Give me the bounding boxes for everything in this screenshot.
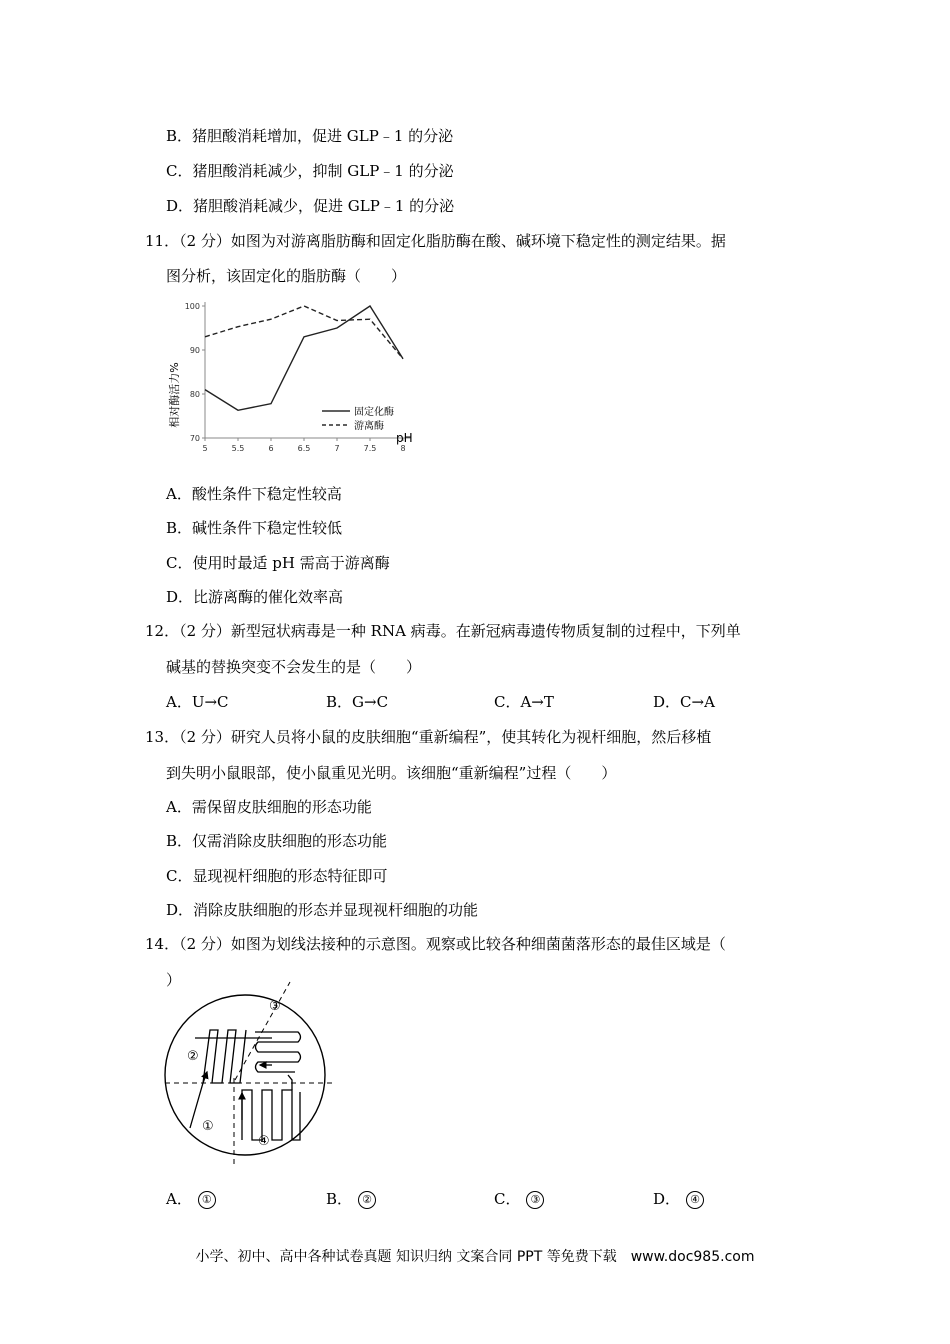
- q13-stem-line1: 13．（2 分）研究人员将小鼠的皮肤细胞“重新编程”，使其转化为视杆细胞，然后移植: [145, 728, 712, 746]
- q13-option-a: A．需保留皮肤细胞的形态功能: [166, 798, 372, 816]
- y-axis-label: 相对酶活力%: [168, 362, 181, 428]
- q14-choice-c: C． ③: [494, 1189, 544, 1209]
- y-tick-label: 100: [184, 302, 200, 311]
- q11-option-a: A．酸性条件下稳定性较高: [166, 485, 342, 503]
- q13-option-b: B．仅需消除皮肤细胞的形态功能: [166, 832, 388, 850]
- q14-choice-a: A． ①: [166, 1189, 216, 1209]
- y-tick-label: 90: [189, 346, 200, 355]
- ph-stability-chart: [160, 292, 440, 462]
- x-tick-label: 6: [268, 444, 274, 453]
- region-label-3: ③: [269, 999, 281, 1014]
- q11-stem-line1: 11．（2 分）如图为对游离脂肪酶和固定化脂肪酶在酸、碱环境下稳定性的测定结果。据: [145, 232, 726, 250]
- q10-option-b: B．猪胆酸消耗增加，促进 GLP﹣1 的分泌: [166, 127, 454, 145]
- x-tick-label: 5.5: [231, 444, 245, 453]
- streak-region-3-tail: [288, 1075, 292, 1090]
- q12-choice-a: A．U→C: [166, 693, 229, 711]
- q14-choice-b: B． ②: [326, 1189, 376, 1209]
- petri-dish-outline: [165, 995, 325, 1155]
- region-label-1: ①: [202, 1119, 214, 1134]
- legend-immobilized-label: 固定化酶: [354, 407, 394, 418]
- q12-stem-line2: 碱基的替换突变不会发生的是（ ）: [166, 658, 422, 676]
- q14-stem-line1: 14．（2 分）如图为划线法接种的示意图。观察或比较各种细菌菌落形态的最佳区域是（: [145, 935, 726, 953]
- x-axis-label: pH: [396, 431, 413, 445]
- q13-option-c: C．显现视杆细胞的形态特征即可: [166, 867, 388, 885]
- q12-choice-b: B．G→C: [326, 693, 389, 711]
- q14-choice-d: D． ④: [653, 1189, 704, 1209]
- q13-stem-line2: 到失明小鼠眼部，使小鼠重见光明。该细胞“重新编程”过程（ ）: [166, 764, 617, 782]
- q11-option-c: C．使用时最适 pH 需高于游离酶: [166, 554, 390, 572]
- x-tick-label: 5: [202, 444, 208, 453]
- q10-option-c: C．猪胆酸消耗减少，抑制 GLP﹣1 的分泌: [166, 162, 454, 180]
- region-label-4: ④: [258, 1134, 270, 1149]
- q12-choice-d: D．C→A: [653, 693, 715, 711]
- q13-option-d: D．消除皮肤细胞的形态并显现视杆细胞的功能: [166, 901, 479, 919]
- y-tick-label: 70: [189, 434, 200, 443]
- x-tick-label: 7.5: [363, 444, 377, 453]
- x-tick-label: 6.5: [297, 444, 311, 453]
- x-tick-label: 7: [334, 444, 340, 453]
- free-enzyme-line: [205, 306, 403, 359]
- region-label-2: ②: [187, 1049, 199, 1064]
- q12-choice-c: C．A→T: [494, 693, 554, 711]
- page-footer: 小学、初中、高中各种试卷真题 知识归纳 文案合同 PPT 等免费下载 www.doc985.com: [195, 1249, 755, 1265]
- y-tick-label: 80: [189, 390, 200, 399]
- q12-stem-line1: 12．（2 分）新型冠状病毒是一种 RNA 病毒。在新冠病毒遗传物质复制的过程中，下列单: [145, 622, 741, 640]
- q11-stem-line2: 图分析，该固定化的脂肪酶（ ）: [166, 267, 407, 285]
- q11-option-d: D．比游离酶的催化效率高: [166, 588, 344, 606]
- q11-option-b: B．碱性条件下稳定性较低: [166, 519, 343, 537]
- immobilized-enzyme-line: [205, 306, 403, 410]
- q10-option-d: D．猪胆酸消耗减少，促进 GLP﹣1 的分泌: [166, 197, 455, 215]
- streak-plate-diagram: [160, 980, 350, 1170]
- legend-free-label: 游离酶: [354, 421, 384, 432]
- streak-region-4: [242, 1090, 300, 1140]
- x-tick-label: 8: [400, 444, 406, 453]
- q14-stem-line2: ）: [166, 971, 182, 989]
